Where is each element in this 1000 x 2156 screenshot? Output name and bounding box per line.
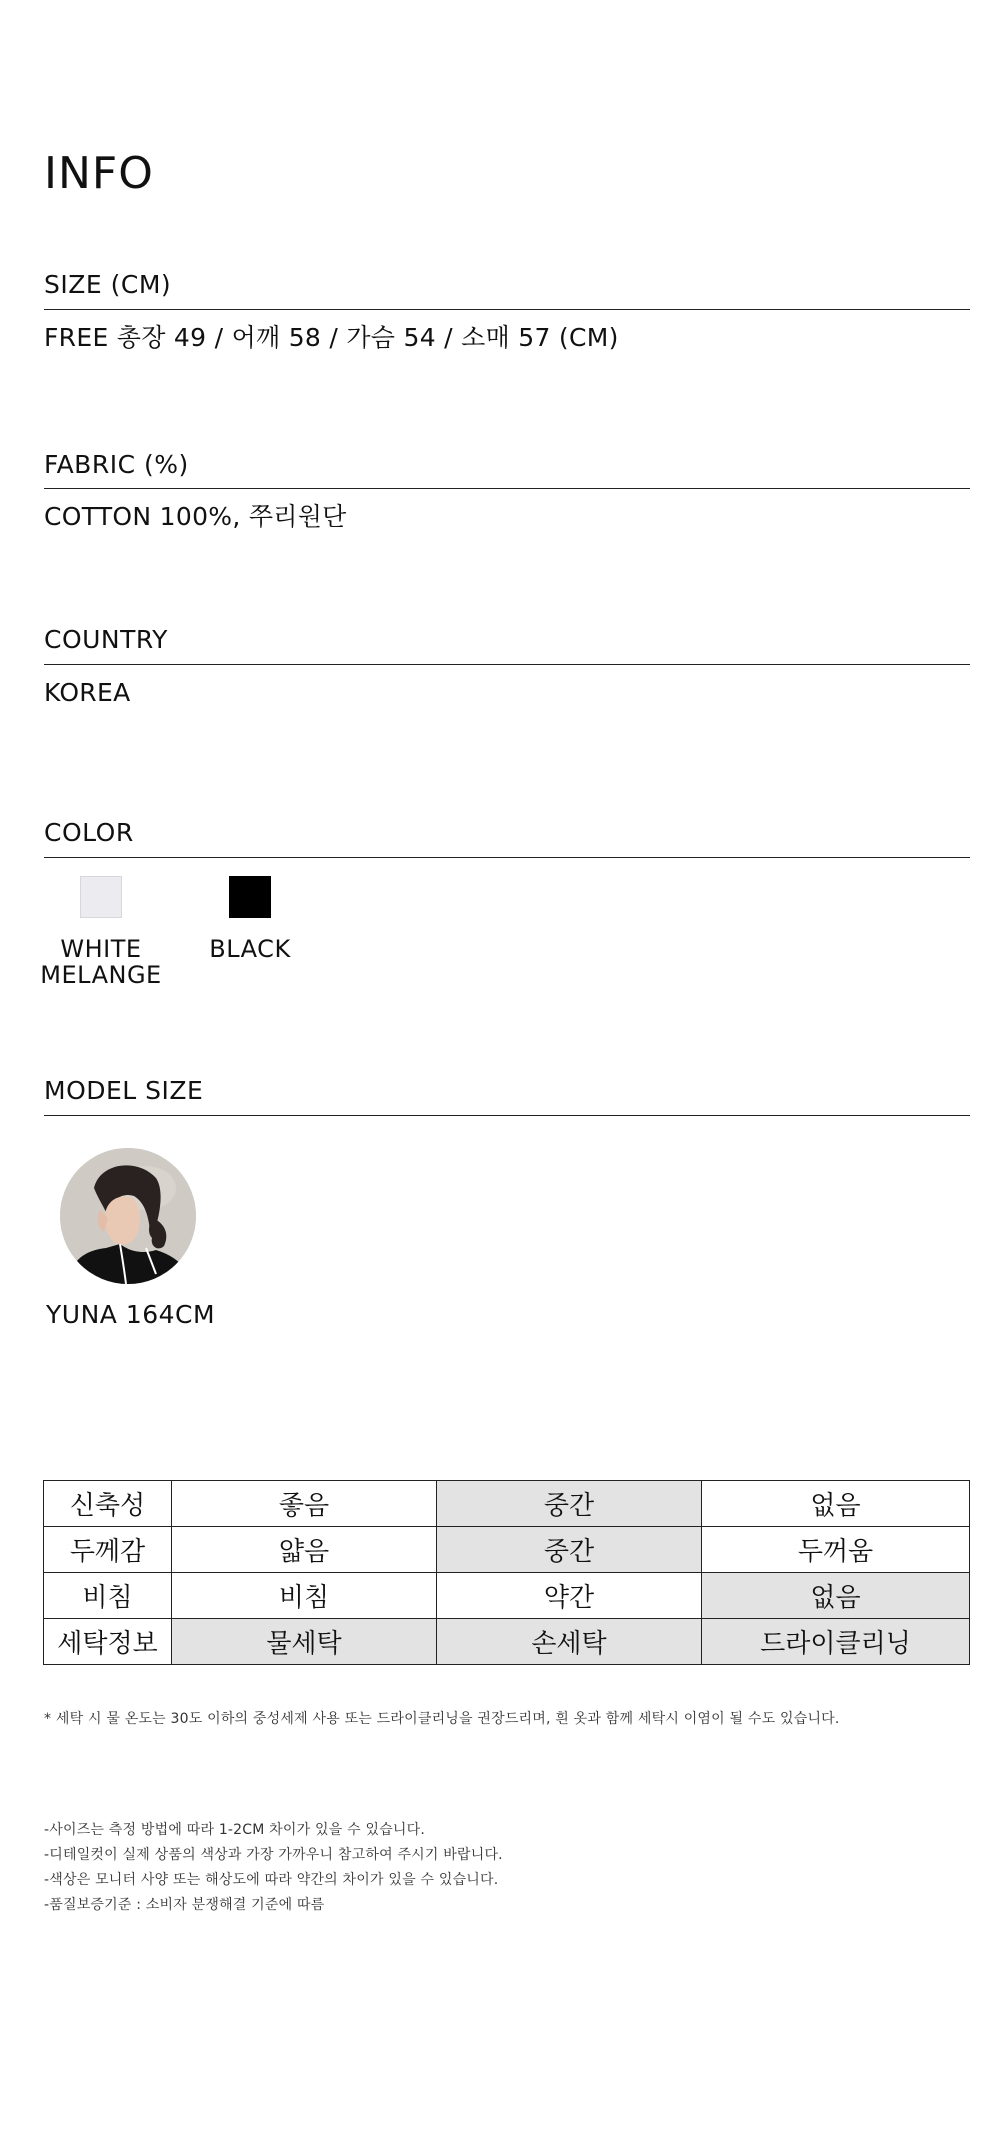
table-row-stretch — [44, 1481, 970, 1527]
table-row-washing — [44, 1619, 970, 1665]
table-cell: 없음 — [702, 1481, 970, 1527]
notice-item: -사이즈는 측정 방법에 따라 1-2CM 차이가 있을 수 있습니다. — [44, 1822, 426, 1838]
color-divider — [44, 857, 970, 858]
model-size-label: MODEL SIZE — [44, 1076, 204, 1105]
color-label: COLOR — [44, 818, 134, 847]
row-header: 신축성 — [44, 1481, 172, 1527]
model-photo-icon — [60, 1148, 196, 1284]
table-cell: 두꺼움 — [702, 1527, 970, 1573]
fabric-properties-table — [43, 1480, 970, 1665]
model-avatar — [60, 1148, 196, 1284]
row-header: 세탁정보 — [44, 1619, 172, 1665]
notice-list — [44, 1818, 503, 1918]
color-name-line2: MELANGE — [40, 961, 162, 989]
table-cell: 비침 — [172, 1573, 437, 1619]
table-cell: 좋음 — [172, 1481, 437, 1527]
table-cell: 약간 — [437, 1573, 702, 1619]
table-cell-selected: 중간 — [437, 1481, 702, 1527]
fabric-value: COTTON 100%, 쭈리원단 — [44, 502, 347, 531]
color-swatch-white-melange — [80, 876, 122, 918]
table-cell-selected: 드라이클리닝 — [702, 1619, 970, 1665]
info-title: INFO — [44, 148, 154, 199]
table-cell-selected: 손세탁 — [437, 1619, 702, 1665]
table-cell-selected: 물세탁 — [172, 1619, 437, 1665]
color-name-white-melange — [36, 936, 166, 988]
size-divider — [44, 309, 970, 310]
notice-item: -디테일컷이 실제 상품의 색상과 가장 가까우니 참고하여 주시기 바랍니다. — [44, 1847, 503, 1863]
table-cell-selected: 없음 — [702, 1573, 970, 1619]
model-size-divider — [44, 1115, 970, 1116]
size-label: SIZE (CM) — [44, 270, 172, 299]
fabric-label: FABRIC (%) — [44, 450, 189, 479]
color-name-line1: WHITE — [60, 935, 142, 963]
color-name-black: BLACK — [209, 935, 291, 963]
fabric-divider — [44, 488, 970, 489]
notice-item: -품질보증기준 : 소비자 분쟁해결 기준에 따름 — [44, 1897, 325, 1913]
model-caption: YUNA 164CM — [46, 1300, 216, 1329]
size-value: FREE 총장 49 / 어깨 58 / 가슴 54 / 소매 57 (CM) — [44, 323, 619, 352]
table-row-sheerness — [44, 1573, 970, 1619]
row-header: 두께감 — [44, 1527, 172, 1573]
wash-note: * 세탁 시 물 온도는 30도 이하의 중성세제 사용 또는 드라이클리닝을 권장드리며, 흰 옷과 함께 세탁시 이염이 될 수도 있습니다. — [44, 1711, 840, 1727]
table-row-thickness — [44, 1527, 970, 1573]
notice-item: -색상은 모니터 사양 또는 해상도에 따라 약간의 차이가 있을 수 있습니다. — [44, 1872, 499, 1888]
country-divider — [44, 664, 970, 665]
table-cell-selected: 중간 — [437, 1527, 702, 1573]
country-label: COUNTRY — [44, 625, 168, 654]
row-header: 비침 — [44, 1573, 172, 1619]
country-value: KOREA — [44, 678, 131, 707]
color-swatch-black — [229, 876, 271, 918]
table-cell: 얇음 — [172, 1527, 437, 1573]
